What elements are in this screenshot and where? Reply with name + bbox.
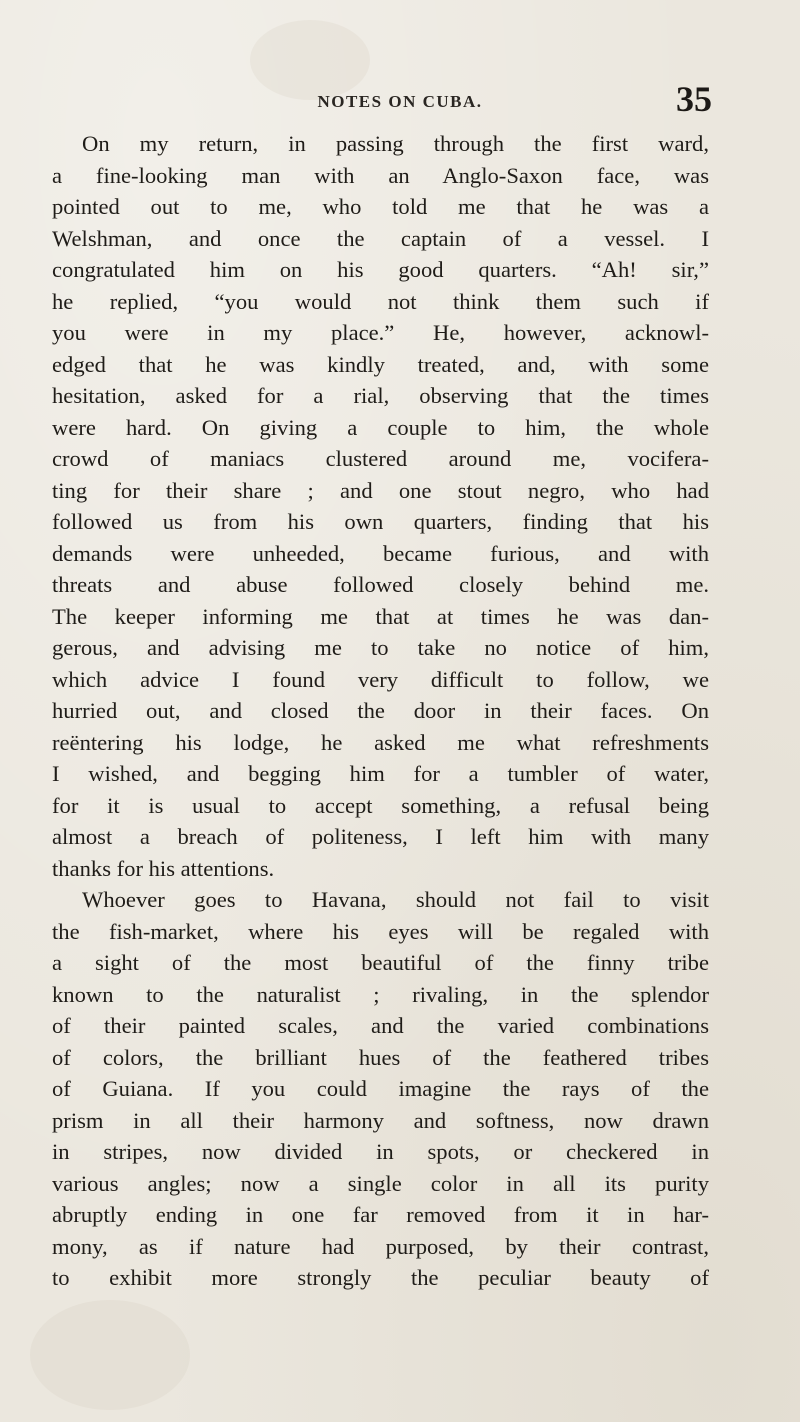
text-line: edged that he was kindly treated, and, with some: [52, 351, 709, 377]
page-number: 35: [676, 79, 712, 119]
text-line: a fine-looking man with an Anglo-Saxon face, was: [52, 162, 709, 188]
body-text: [52, 128, 709, 1294]
text-line: of their painted scales, and the varied combinations: [52, 1013, 709, 1038]
text-line: thanks for his attentions.: [52, 855, 275, 881]
text-line: the fish-market, where his eyes will be regaled with: [52, 918, 709, 944]
text-line: for it is usual to accept something, a refusal being: [52, 792, 709, 818]
text-line: pointed out to me, who told me that he was a: [52, 194, 709, 219]
text-line: crowd of maniacs clustered around me, vocifera-: [52, 446, 709, 471]
running-head: NOTES ON CUBA.: [317, 92, 483, 111]
text-line: a sight of the most beautiful of the finny tribe: [52, 950, 709, 975]
text-line: hurried out, and closed the door in their faces. On: [52, 698, 709, 723]
text-line: reëntering his lodge, he asked me what refreshments: [52, 729, 709, 755]
paragraph: [52, 884, 709, 1294]
text-line: various angles; now a single color in all its purity: [52, 1170, 709, 1196]
text-line: which advice I found very difficult to follow, we: [52, 666, 709, 692]
text-line: hesitation, asked for a rial, observing that the times: [52, 383, 709, 408]
text-line: gerous, and advising me to take no notice of him,: [52, 635, 709, 660]
text-line: Welshman, and once the captain of a vessel. I: [52, 225, 709, 251]
text-line: almost a breach of politeness, I left him with many: [52, 824, 709, 849]
text-line: known to the naturalist ; rivaling, in the splendor: [52, 981, 709, 1007]
text-line: congratulated him on his good quarters. “Ah! sir,”: [52, 257, 709, 282]
paper-stain: [30, 1300, 190, 1410]
text-line: Whoever goes to Havana, should not fail to visit: [82, 887, 709, 912]
text-line: threats and abuse followed closely behind me.: [52, 572, 709, 597]
text-line: I wished, and begging him for a tumbler of water,: [52, 761, 709, 786]
text-line: mony, as if nature had purposed, by their contrast,: [52, 1233, 709, 1259]
text-line: in stripes, now divided in spots, or checkered in: [52, 1139, 709, 1164]
text-line: he replied, “you would not think them such if: [52, 288, 709, 314]
paragraph: [52, 128, 709, 884]
text-line: of colors, the brilliant hues of the feathered tribes: [52, 1044, 709, 1070]
page-header: [60, 79, 740, 124]
text-line: ting for their share ; and one stout negro, who had: [52, 477, 709, 503]
text-line: were hard. On giving a couple to him, the whole: [52, 414, 709, 440]
text-line: to exhibit more strongly the peculiar beauty of: [52, 1265, 709, 1290]
text-line: abruptly ending in one far removed from it in har-: [52, 1202, 709, 1227]
text-line: prism in all their harmony and softness, now drawn: [52, 1107, 709, 1133]
text-line: The keeper informing me that at times he was dan-: [52, 603, 709, 629]
text-line: followed us from his own quarters, finding that his: [52, 509, 709, 534]
text-line: On my return, in passing through the first ward,: [82, 131, 709, 156]
text-line: of Guiana. If you could imagine the rays of the: [52, 1076, 709, 1101]
text-line: demands were unheeded, became furious, and with: [52, 540, 709, 566]
text-line: you were in my place.” He, however, acknowl-: [52, 320, 709, 345]
